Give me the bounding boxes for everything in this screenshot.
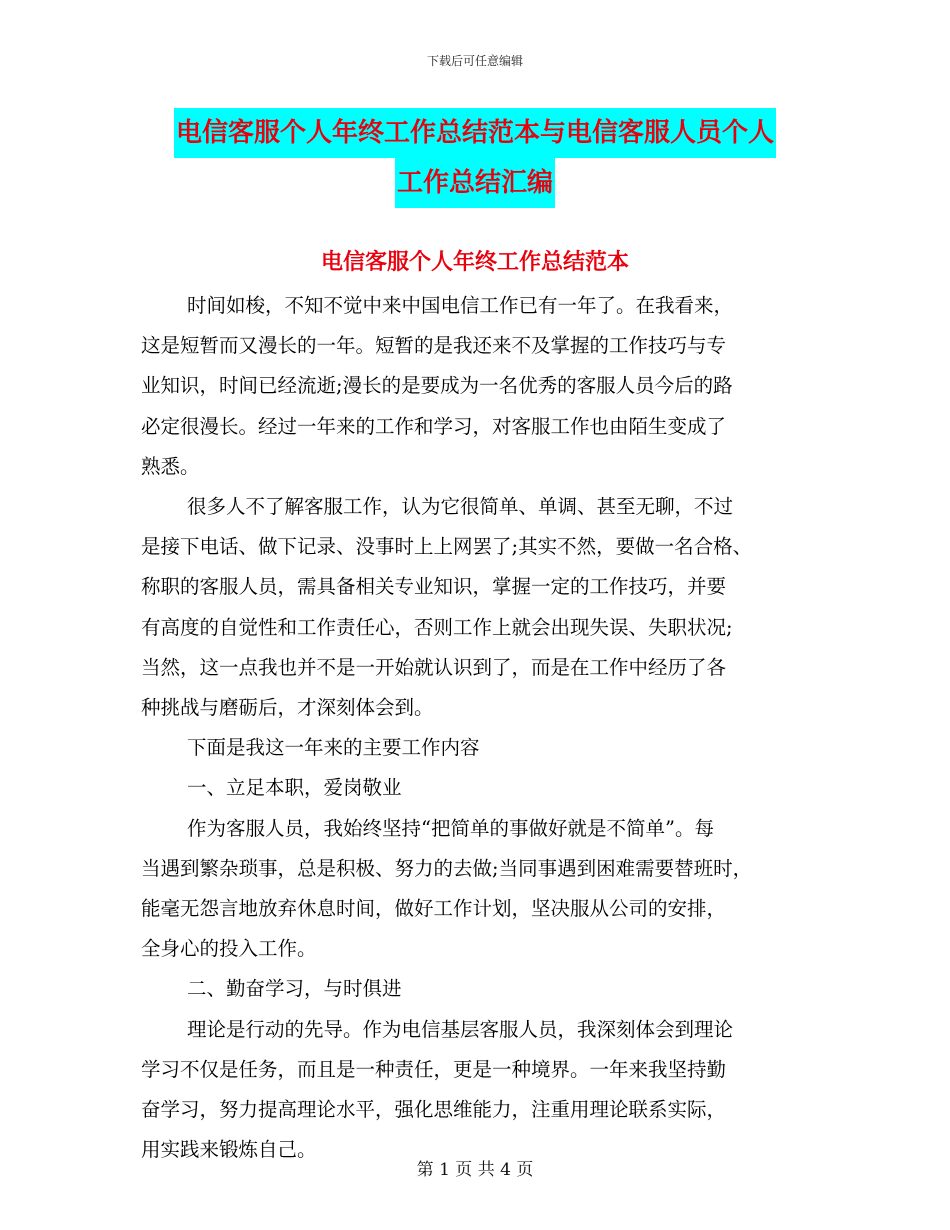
text-line: 一、立足本职，爱岗敬业 (187, 776, 402, 800)
paragraph (141, 809, 821, 970)
text-line: 奋学习，努力提高理论水平，强化思维能力，注重用理论联系实际， (141, 1098, 727, 1122)
text-line: 业知识，时间已经流逝;漫长的是要成为一名优秀的客服人员今后的路 (141, 374, 733, 398)
document-title-line-1: 电信客服个人年终工作总结范本与电信客服人员个人 (174, 108, 776, 158)
text-line: 学习不仅是任务，而且是一种责任，更是一种境界。一年来我坚持勤 (141, 1057, 727, 1081)
document-body (141, 286, 821, 1170)
text-line: 是接下电话、做下记录、没事时上上网罢了;其实不然，要做一名合格、 (141, 535, 753, 559)
text-line: 理论是行动的先导。作为电信基层客服人员，我深刻体会到理论 (187, 1017, 734, 1041)
text-line: 称职的客服人员，需具备相关专业知识，掌握一定的工作技巧，并要 (141, 575, 727, 599)
paragraph (141, 286, 821, 487)
text-line: 这是短暂而又漫长的一年。短暂的是我还来不及掌握的工作技巧与专 (141, 334, 727, 358)
text-line: 下面是我这一年来的主要工作内容 (187, 736, 480, 760)
document-title (0, 108, 950, 208)
text-line: 能毫无怨言地放弃休息时间，做好工作计划，坚决服从公司的安排， (141, 897, 727, 921)
section-title: 电信客服个人年终工作总结范本 (320, 250, 629, 275)
text-line: 作为客服人员，我始终坚持“把简单的事做好就是不简单”。每 (187, 816, 714, 840)
document-title-line-2: 工作总结汇编 (395, 158, 555, 208)
text-line: 熟悉。 (141, 454, 200, 478)
paragraph (141, 728, 821, 768)
text-line: 当遇到繁杂琐事，总是积极、努力的去做;当同事遇到困难需要替班时， (141, 856, 753, 880)
text-line: 用实践来锻炼自己。 (141, 1138, 317, 1162)
text-line: 二、勤奋学习，与时俱进 (187, 977, 402, 1001)
text-line: 时间如梭，不知不觉中来中国电信工作已有一年了。在我看来， (187, 294, 734, 317)
text-line: 必定很漫长。经过一年来的工作和学习，对客服工作也由陌生变成了 (141, 414, 727, 438)
text-line: 全身心的投入工作。 (141, 937, 317, 961)
paragraph (141, 487, 821, 728)
text-line: 当然，这一点我也并不是一开始就认识到了，而是在工作中经历了各 (141, 655, 727, 679)
text-line: 有高度的自觉性和工作责任心，否则工作上就会出现失误、失职状况; (141, 615, 733, 639)
text-line: 很多人不了解客服工作，认为它很简单、单调、甚至无聊，不过 (187, 495, 734, 519)
paragraph (141, 1010, 821, 1171)
section-heading (141, 969, 821, 1009)
section-heading (141, 768, 821, 808)
page-number-footer: 第 1 页 共 4 页 (416, 1160, 534, 1180)
text-line: 种挑战与磨砺后，才深刻体会到。 (141, 696, 434, 720)
page-header: 下载后可任意编辑 (426, 54, 523, 68)
